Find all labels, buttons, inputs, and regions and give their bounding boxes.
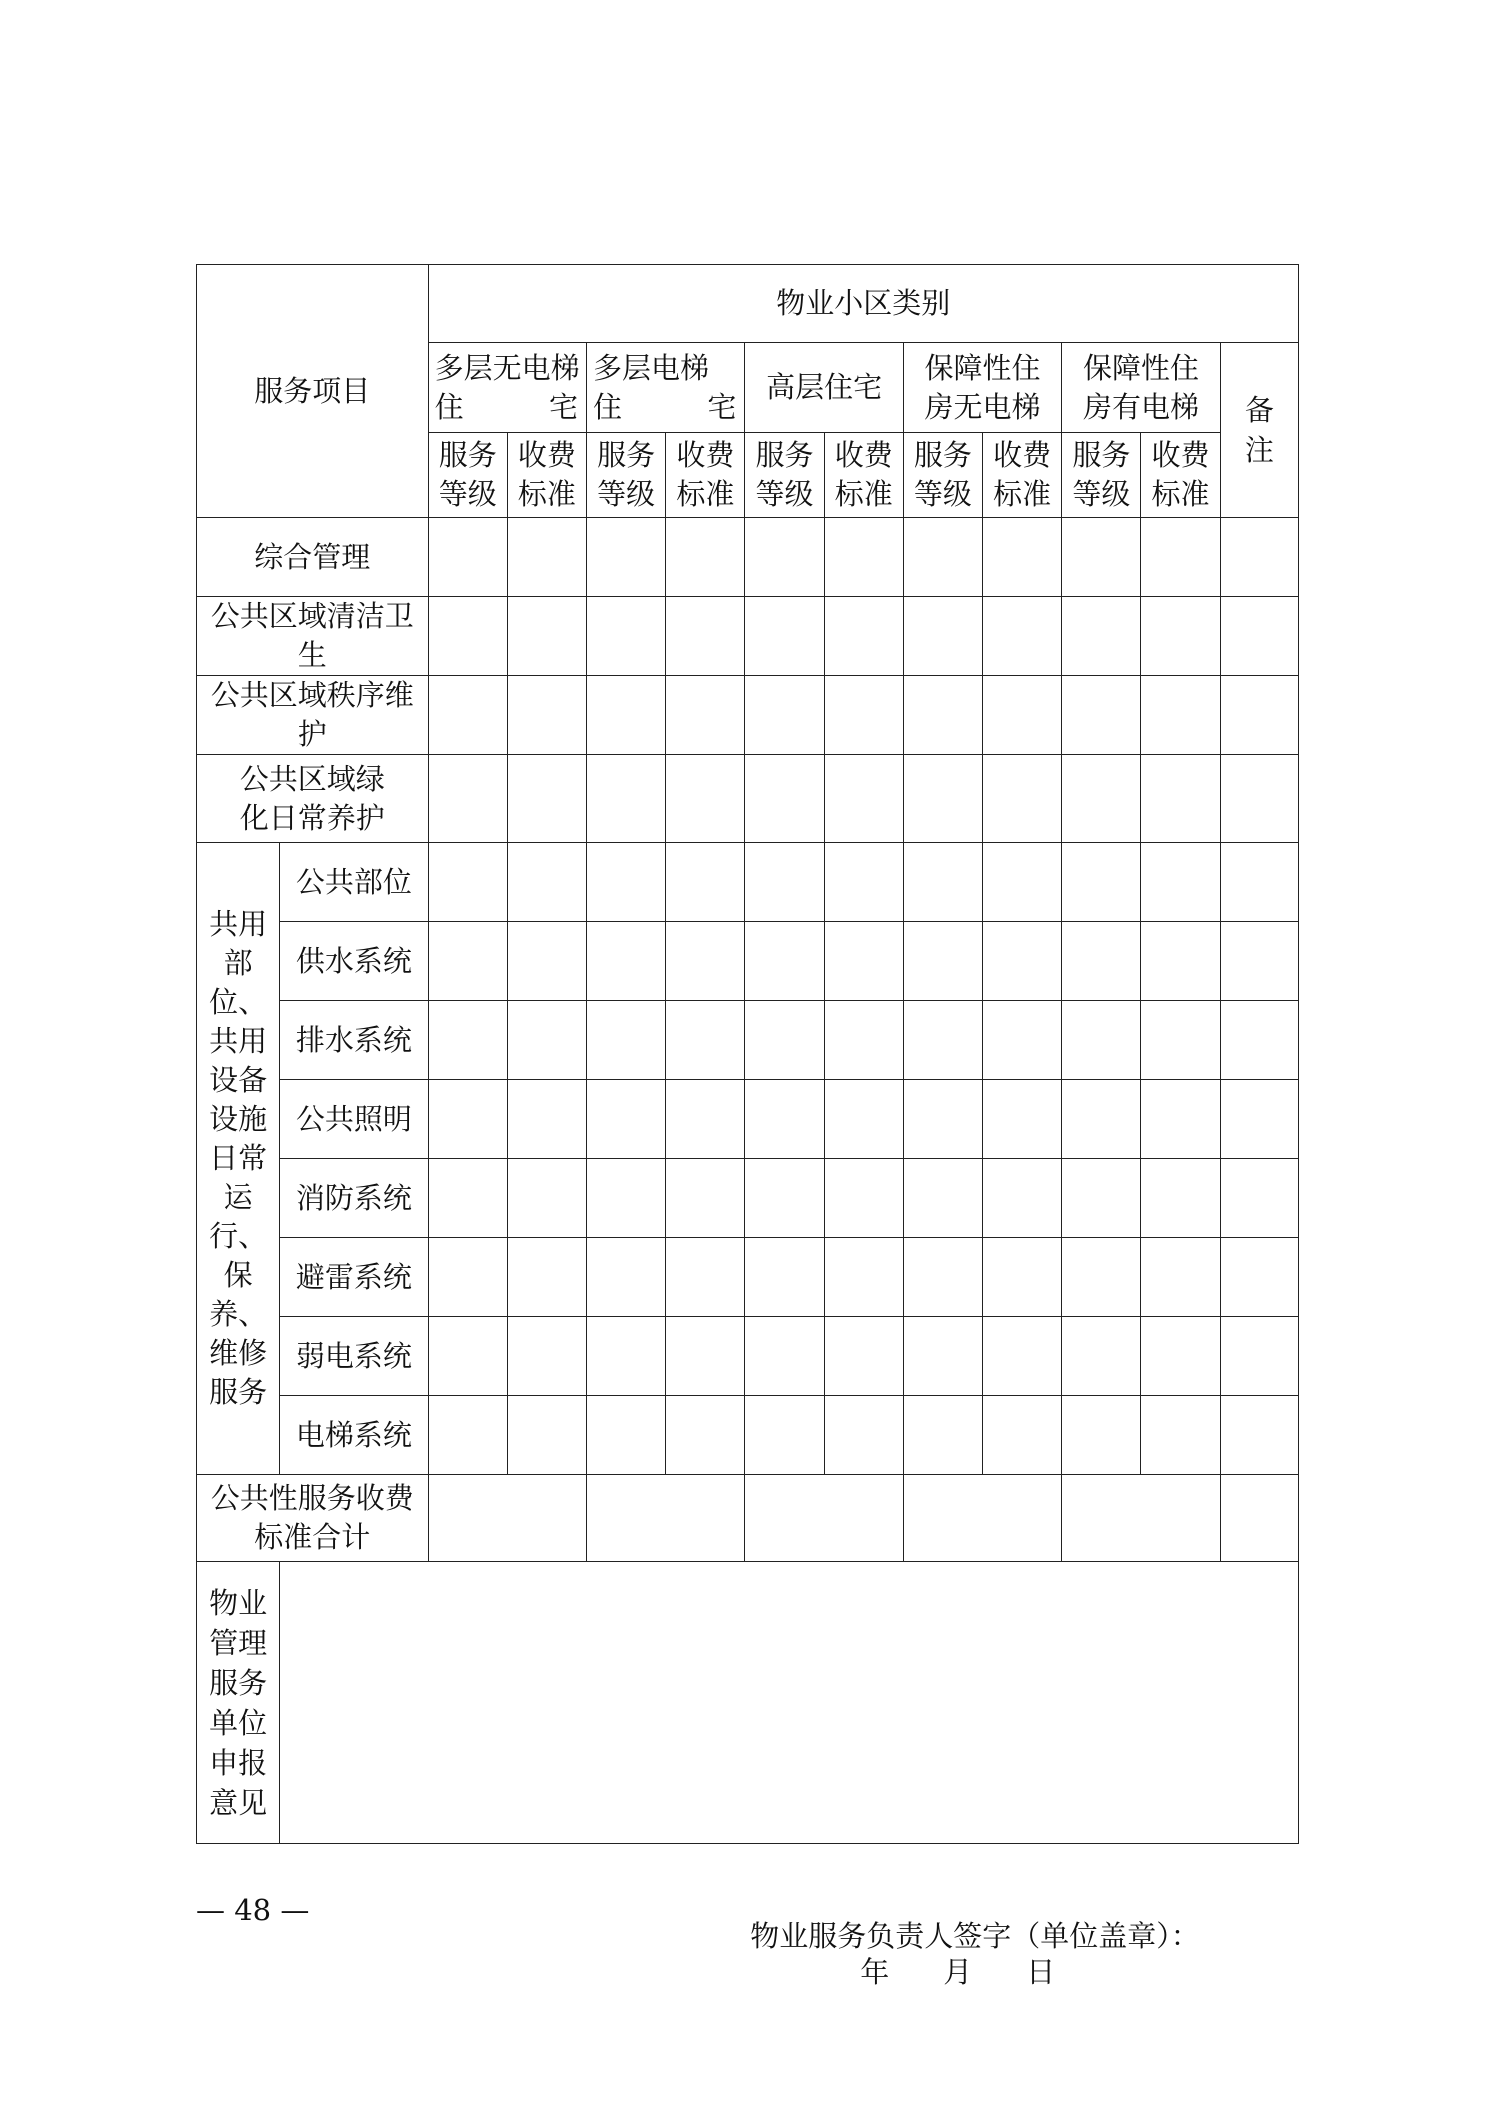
input-cell[interactable] xyxy=(903,1396,982,1475)
category-multi-no-elevator: 多层无电梯 住 宅 xyxy=(428,343,586,433)
input-cell[interactable] xyxy=(1220,843,1298,922)
input-cell[interactable] xyxy=(587,922,666,1001)
input-cell[interactable] xyxy=(666,518,745,597)
sub-fee-standard: 收费标准 xyxy=(983,433,1062,518)
input-cell[interactable] xyxy=(428,1317,507,1396)
input-cell[interactable] xyxy=(1062,1396,1141,1475)
signature-label: 物业服务负责人签字（单位盖章）： xyxy=(750,1918,1200,1953)
input-cell[interactable] xyxy=(1141,755,1220,843)
input-cell[interactable] xyxy=(666,1159,745,1238)
input-cell[interactable] xyxy=(666,676,745,755)
row-label-shared-item: 供水系统 xyxy=(280,922,428,1001)
input-cell[interactable] xyxy=(587,1475,745,1562)
input-cell[interactable] xyxy=(507,1001,586,1080)
input-cell[interactable] xyxy=(1220,1159,1298,1238)
input-cell[interactable] xyxy=(824,1238,903,1317)
input-cell[interactable] xyxy=(428,597,507,676)
input-cell[interactable] xyxy=(428,1475,586,1562)
input-cell[interactable] xyxy=(587,1396,666,1475)
category-affordable-elevator: 保障性住 房有电梯 xyxy=(1062,343,1220,433)
input-cell[interactable] xyxy=(824,1001,903,1080)
input-cell[interactable] xyxy=(1220,1001,1298,1080)
input-cell[interactable] xyxy=(745,1080,824,1159)
input-cell[interactable] xyxy=(903,1159,982,1238)
sub-fee-standard: 收费标准 xyxy=(1141,433,1220,518)
table-row xyxy=(197,1001,1299,1080)
input-cell[interactable] xyxy=(824,1317,903,1396)
table-row xyxy=(197,676,1299,755)
input-cell[interactable] xyxy=(1062,1475,1220,1562)
table-row xyxy=(197,922,1299,1001)
row-label-shared-item: 电梯系统 xyxy=(280,1396,428,1475)
input-cell[interactable] xyxy=(428,676,507,755)
input-cell[interactable] xyxy=(666,922,745,1001)
sub-service-level: 服务等级 xyxy=(745,433,824,518)
input-cell[interactable] xyxy=(587,843,666,922)
input-cell[interactable] xyxy=(1141,1159,1220,1238)
input-cell[interactable] xyxy=(1062,843,1141,922)
row-label-shared-group: 共用部位、共用设备设施日常运行、保养、维修服务 xyxy=(197,843,280,1475)
input-cell[interactable] xyxy=(1220,1475,1298,1562)
input-cell[interactable] xyxy=(428,518,507,597)
input-cell[interactable] xyxy=(983,1238,1062,1317)
sub-service-level: 服务等级 xyxy=(587,433,666,518)
sub-service-level: 服务等级 xyxy=(1062,433,1141,518)
input-cell[interactable] xyxy=(507,755,586,843)
row-label-shared-item: 公共部位 xyxy=(280,843,428,922)
input-cell[interactable] xyxy=(428,922,507,1001)
input-cell[interactable] xyxy=(745,922,824,1001)
input-cell[interactable] xyxy=(824,597,903,676)
input-cell[interactable] xyxy=(1141,518,1220,597)
input-cell[interactable] xyxy=(1062,597,1141,676)
input-cell[interactable] xyxy=(587,1317,666,1396)
input-cell[interactable] xyxy=(666,1080,745,1159)
input-cell[interactable] xyxy=(1062,1159,1141,1238)
table-row xyxy=(197,1396,1299,1475)
input-cell[interactable] xyxy=(903,843,982,922)
input-cell[interactable] xyxy=(824,843,903,922)
input-cell[interactable] xyxy=(666,1001,745,1080)
input-cell[interactable] xyxy=(983,1080,1062,1159)
input-cell[interactable] xyxy=(666,597,745,676)
input-cell[interactable] xyxy=(587,1159,666,1238)
input-cell[interactable] xyxy=(1141,1396,1220,1475)
input-cell[interactable] xyxy=(745,1317,824,1396)
row-label-total: 公共性服务收费标准合计 xyxy=(197,1475,429,1562)
input-cell[interactable] xyxy=(745,597,824,676)
input-cell[interactable] xyxy=(1141,843,1220,922)
input-cell[interactable] xyxy=(507,1396,586,1475)
row-label-cleaning: 公共区域清洁卫生 xyxy=(197,597,429,676)
table-row xyxy=(197,1562,1299,1844)
input-cell[interactable] xyxy=(745,1396,824,1475)
input-cell[interactable] xyxy=(507,922,586,1001)
input-cell[interactable] xyxy=(745,676,824,755)
input-cell[interactable] xyxy=(983,676,1062,755)
input-cell[interactable] xyxy=(1141,597,1220,676)
input-cell[interactable] xyxy=(983,597,1062,676)
input-cell[interactable] xyxy=(666,1317,745,1396)
input-cell[interactable] xyxy=(666,755,745,843)
input-cell[interactable] xyxy=(1062,518,1141,597)
input-cell[interactable] xyxy=(587,597,666,676)
row-label-shared-item: 避雷系统 xyxy=(280,1238,428,1317)
input-cell[interactable] xyxy=(824,755,903,843)
input-cell[interactable] xyxy=(903,1317,982,1396)
table-row xyxy=(197,1159,1299,1238)
input-cell[interactable] xyxy=(428,843,507,922)
input-cell[interactable] xyxy=(824,1396,903,1475)
input-cell[interactable] xyxy=(587,676,666,755)
remarks-header: 备注 xyxy=(1220,343,1298,518)
input-cell[interactable] xyxy=(1062,1080,1141,1159)
table-row xyxy=(197,1317,1299,1396)
table-row xyxy=(197,1080,1299,1159)
input-cell[interactable] xyxy=(507,518,586,597)
table-row xyxy=(197,518,1299,597)
date-label: 年 月 日 xyxy=(860,1954,1056,1989)
row-label-opinion: 物业管理服务单位申报意见 xyxy=(197,1562,280,1844)
input-cell[interactable] xyxy=(1220,922,1298,1001)
table-row xyxy=(197,597,1299,676)
input-cell[interactable] xyxy=(903,1001,982,1080)
input-cell[interactable] xyxy=(745,755,824,843)
row-label-greening: 公共区域绿化日常养护 xyxy=(197,755,429,843)
input-cell[interactable] xyxy=(428,1396,507,1475)
input-cell[interactable] xyxy=(1220,597,1298,676)
input-cell[interactable] xyxy=(1062,755,1141,843)
input-cell[interactable] xyxy=(1141,1317,1220,1396)
input-cell[interactable] xyxy=(666,1238,745,1317)
row-label-shared-item: 排水系统 xyxy=(280,1001,428,1080)
row-label-shared-item: 弱电系统 xyxy=(280,1317,428,1396)
input-cell[interactable] xyxy=(824,1159,903,1238)
input-cell[interactable] xyxy=(1220,1317,1298,1396)
table-row xyxy=(197,1238,1299,1317)
input-cell[interactable] xyxy=(1141,1080,1220,1159)
input-cell[interactable] xyxy=(428,1159,507,1238)
category-title: 物业小区类别 xyxy=(428,265,1298,343)
sub-service-level: 服务等级 xyxy=(903,433,982,518)
table-row xyxy=(197,843,1299,922)
input-cell[interactable] xyxy=(1062,1001,1141,1080)
input-cell[interactable] xyxy=(507,1080,586,1159)
input-cell[interactable] xyxy=(507,1238,586,1317)
page-number: — 48 — xyxy=(196,1893,310,1927)
input-cell[interactable] xyxy=(1220,1396,1298,1475)
input-cell[interactable] xyxy=(1141,1238,1220,1317)
input-cell[interactable] xyxy=(745,1475,903,1562)
input-cell[interactable] xyxy=(983,1317,1062,1396)
input-cell[interactable] xyxy=(745,1001,824,1080)
category-affordable-no-elevator: 保障性住 房无电梯 xyxy=(903,343,1061,433)
input-cell[interactable] xyxy=(903,518,982,597)
category-multi-elevator: 多层电梯 住 宅 xyxy=(587,343,745,433)
input-cell[interactable] xyxy=(587,518,666,597)
input-cell[interactable] xyxy=(1141,922,1220,1001)
opinion-area[interactable] xyxy=(280,1562,1299,1989)
input-cell[interactable] xyxy=(507,1159,586,1238)
row-label-shared-item: 公共照明 xyxy=(280,1080,428,1159)
input-cell[interactable] xyxy=(428,1238,507,1317)
input-cell[interactable] xyxy=(983,843,1062,922)
input-cell[interactable] xyxy=(587,1080,666,1159)
input-cell[interactable] xyxy=(1220,518,1298,597)
input-cell[interactable] xyxy=(428,1080,507,1159)
row-label-comprehensive: 综合管理 xyxy=(197,518,429,597)
category-high-rise: 高层住宅 xyxy=(745,343,903,433)
input-cell[interactable] xyxy=(903,1475,1061,1562)
input-cell[interactable] xyxy=(587,755,666,843)
input-cell[interactable] xyxy=(824,922,903,1001)
table-row xyxy=(197,755,1299,843)
table-row xyxy=(197,1475,1299,1562)
sub-service-level: 服务等级 xyxy=(428,433,507,518)
input-cell[interactable] xyxy=(1062,676,1141,755)
input-cell[interactable] xyxy=(507,1317,586,1396)
input-cell[interactable] xyxy=(1220,755,1298,843)
input-cell[interactable] xyxy=(507,843,586,922)
input-cell[interactable] xyxy=(983,755,1062,843)
input-cell[interactable] xyxy=(1062,922,1141,1001)
input-cell[interactable] xyxy=(428,1001,507,1080)
sub-fee-standard: 收费标准 xyxy=(666,433,745,518)
input-cell[interactable] xyxy=(903,922,982,1001)
input-cell[interactable] xyxy=(983,1159,1062,1238)
input-cell[interactable] xyxy=(1220,1238,1298,1317)
input-cell[interactable] xyxy=(1141,676,1220,755)
input-cell[interactable] xyxy=(745,1238,824,1317)
input-cell[interactable] xyxy=(824,676,903,755)
input-cell[interactable] xyxy=(1220,676,1298,755)
input-cell[interactable] xyxy=(587,1001,666,1080)
input-cell[interactable] xyxy=(1062,1317,1141,1396)
input-cell[interactable] xyxy=(1062,1238,1141,1317)
input-cell[interactable] xyxy=(824,518,903,597)
input-cell[interactable] xyxy=(507,597,586,676)
input-cell[interactable] xyxy=(745,1159,824,1238)
input-cell[interactable] xyxy=(983,1396,1062,1475)
input-cell[interactable] xyxy=(1141,1001,1220,1080)
input-cell[interactable] xyxy=(507,676,586,755)
input-cell[interactable] xyxy=(983,922,1062,1001)
service-item-header: 服务项目 xyxy=(197,265,429,518)
input-cell[interactable] xyxy=(666,1396,745,1475)
input-cell[interactable] xyxy=(903,1238,982,1317)
input-cell[interactable] xyxy=(745,843,824,922)
input-cell[interactable] xyxy=(1220,1080,1298,1159)
input-cell[interactable] xyxy=(903,755,982,843)
input-cell[interactable] xyxy=(587,1238,666,1317)
input-cell[interactable] xyxy=(903,1080,982,1159)
input-cell[interactable] xyxy=(983,518,1062,597)
input-cell[interactable] xyxy=(745,518,824,597)
sub-fee-standard: 收费标准 xyxy=(824,433,903,518)
input-cell[interactable] xyxy=(903,597,982,676)
row-label-shared-item: 消防系统 xyxy=(280,1159,428,1238)
input-cell[interactable] xyxy=(983,1001,1062,1080)
input-cell[interactable] xyxy=(666,843,745,922)
input-cell[interactable] xyxy=(428,755,507,843)
sub-fee-standard: 收费标准 xyxy=(507,433,586,518)
row-label-order: 公共区域秩序维护 xyxy=(197,676,429,755)
input-cell[interactable] xyxy=(824,1080,903,1159)
input-cell[interactable] xyxy=(903,676,982,755)
